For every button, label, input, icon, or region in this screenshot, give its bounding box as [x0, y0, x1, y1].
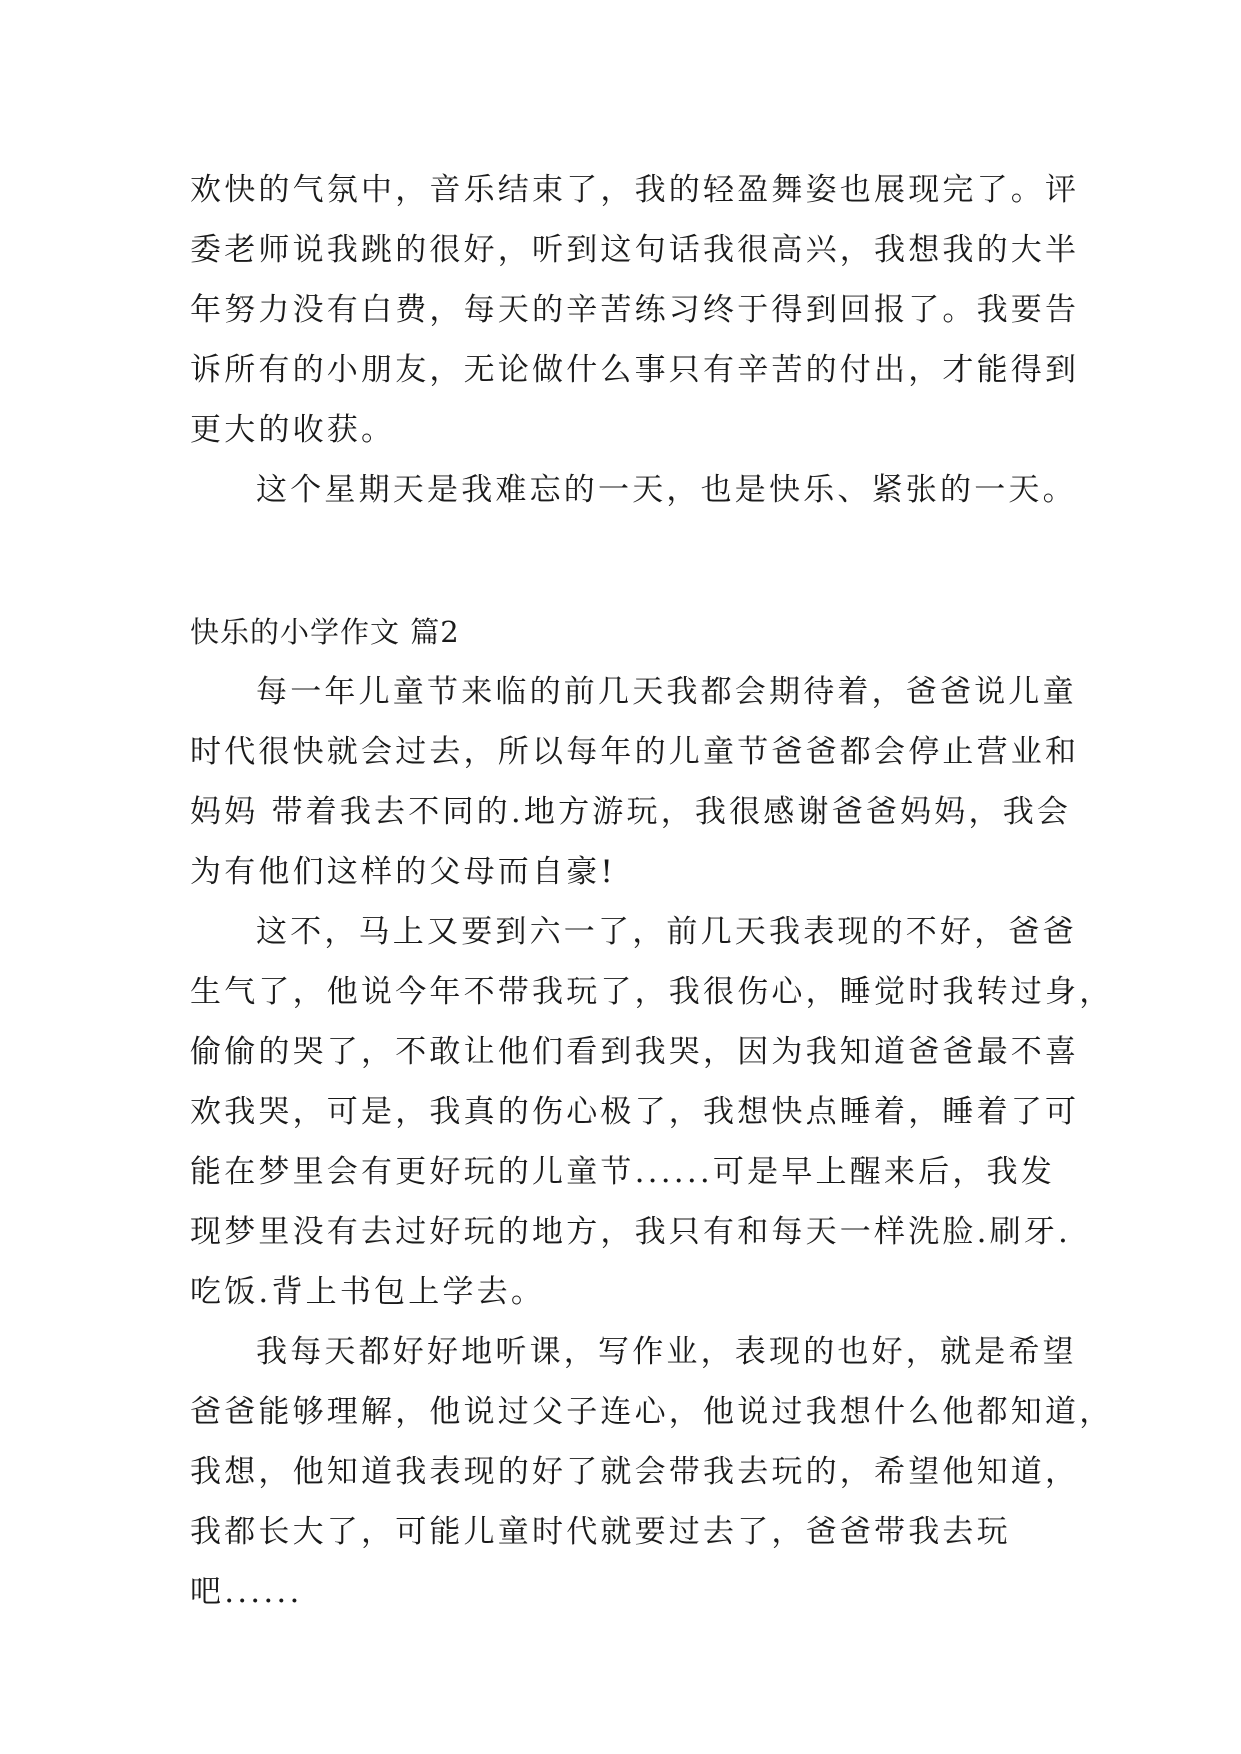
- paragraph-line: 时代很快就会过去，所以每年的儿童节爸爸都会停止营业和: [190, 734, 1080, 770]
- paragraph-line: 更大的收获。: [190, 412, 396, 448]
- section-gap: [190, 520, 1070, 602]
- paragraph-line: 欢我哭，可是，我真的伤心极了，我想快点睡着，睡着了可: [190, 1094, 1080, 1130]
- paragraph-line: 能在梦里会有更好玩的儿童节......可是早上醒来后，我发: [190, 1154, 1055, 1190]
- paragraph-line: 我都长大了，可能儿童时代就要过去了，爸爸带我去玩: [190, 1514, 1011, 1550]
- paragraph-line: 为有他们这样的父母而自豪!: [190, 854, 617, 890]
- paragraph-line: 年努力没有白费，每天的辛苦练习终于得到回报了。我要告: [190, 292, 1080, 328]
- paragraph-line: 爸爸能够理解，他说过父子连心，他说过我想什么他都知道，: [190, 1394, 1114, 1430]
- section-heading: 快乐的小学作文 篇2: [190, 615, 460, 649]
- paragraph-line: 诉所有的小朋友，无论做什么事只有辛苦的付出，才能得到: [190, 352, 1080, 388]
- paragraph-line: 我每天都好好地听课，写作业，表现的也好，就是希望: [256, 1334, 1077, 1370]
- document-page: [190, 160, 1114, 1622]
- paragraph-line: 每一年儿童节来临的前几天我都会期待着，爸爸说儿童: [256, 674, 1077, 710]
- paragraph-line: 吧......: [190, 1574, 303, 1610]
- paragraph-line: 欢快的气氛中，音乐结束了，我的轻盈舞姿也展现完了。评: [190, 172, 1080, 208]
- paragraph-line: 这个星期天是我难忘的一天，也是快乐、紧张的一天。: [256, 472, 1077, 508]
- paragraph-line: 生气了，他说今年不带我玩了，我很伤心，睡觉时我转过身，: [190, 974, 1114, 1010]
- paragraph-line: 我想，他知道我表现的好了就会带我去玩的，希望他知道，: [190, 1454, 1080, 1490]
- paragraph-line: 委老师说我跳的很好，听到这句话我很高兴，我想我的大半: [190, 232, 1080, 268]
- paragraph-line: 偷偷的哭了，不敢让他们看到我哭，因为我知道爸爸最不喜: [190, 1034, 1080, 1070]
- paragraph-line: 吃饭.背上书包上学去。: [190, 1274, 546, 1310]
- paragraph-line: 妈妈 带着我去不同的.地方游玩，我很感谢爸爸妈妈，我会: [190, 794, 1072, 830]
- paragraph-line: 这不，马上又要到六一了，前几天我表现的不好，爸爸: [256, 914, 1077, 950]
- paragraph-line: 现梦里没有去过好玩的地方，我只有和每天一样洗脸.刷牙.: [190, 1214, 1072, 1250]
